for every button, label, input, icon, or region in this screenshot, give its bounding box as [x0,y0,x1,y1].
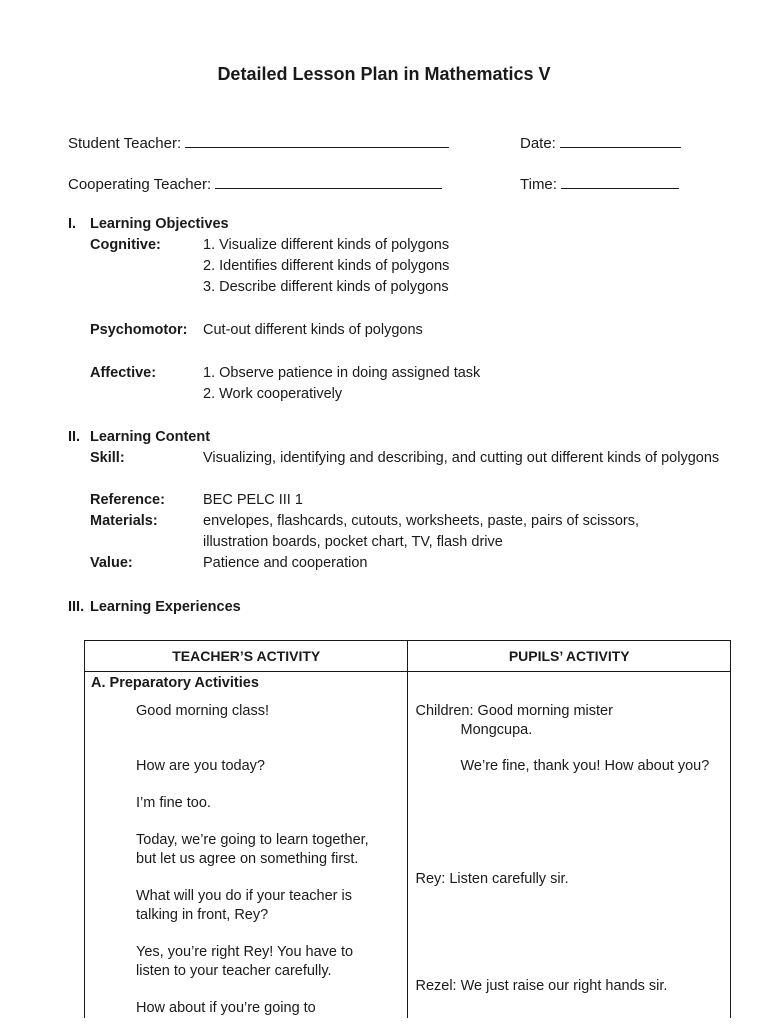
activity-table [84,640,731,1018]
cooperating-teacher-label: Cooperating Teacher: [68,176,212,193]
cognitive-item: 2. Identifies different kinds of polygons [203,258,450,274]
student-teacher-blank [185,133,449,148]
value-label: Value: [90,555,133,571]
student-teacher-label: Student Teacher: [68,135,182,152]
cognitive-label: Cognitive: [90,237,161,253]
date-blank [560,133,681,148]
section-title: Learning Experiences [90,599,241,615]
section-title: Learning Objectives [90,216,229,232]
section-number: II. [68,429,81,445]
section-learning-objectives [68,214,229,235]
materials-row [0,511,768,553]
reference-text: BEC PELC III 1 [203,492,303,508]
skill-text: Visualizing, identifying and describing, and cutting out different kinds of polygons [203,450,720,466]
affective-label: Affective: [90,365,157,381]
psychomotor-label: Psychomotor: [90,322,188,338]
pupil-line: Rezel: We just raise our right hands sir. [415,978,668,994]
section-number: III. [68,599,85,615]
affective-list [203,363,733,405]
teacher-cell [85,672,408,1019]
cooperating-teacher-blank [215,174,442,189]
cognitive-row [0,235,768,298]
section-learning-content [68,427,210,448]
cognitive-list [203,235,733,298]
teacher-line: Yes, you’re right Rey! You have to listen to your teacher carefully. [136,944,354,979]
cognitive-item: 3. Describe different kinds of polygons [203,279,449,295]
skill-row [0,448,768,490]
psychomotor-text: Cut-out different kinds of polygons [203,322,423,338]
pupils-activity-header: PUPILS’ ACTIVITY [408,641,731,672]
teacher-line: Good morning class! [136,703,269,719]
materials-label: Materials: [90,513,158,529]
value-row [0,553,768,574]
pupils-cell [408,672,731,1019]
teacher-line: What will you do if your teacher is talking in front, Rey? [136,888,352,923]
reference-label: Reference: [90,492,165,508]
pupil-line: Mongcupa. [460,722,533,738]
time-blank [561,174,679,189]
teacher-line: I’m fine too. [136,795,211,811]
table-header-row [85,641,731,672]
affective-item: 2. Work cooperatively [203,386,343,402]
date-field [520,133,681,152]
affective-row [0,363,768,405]
time-label: Time: [520,176,557,193]
cooperating-teacher-field [68,174,442,193]
page-title: Detailed Lesson Plan in Mathematics V [217,64,551,84]
teacher-activity-header: TEACHER’S ACTIVITY [85,641,408,672]
reference-row [0,490,768,511]
preparatory-activities-label: A. Preparatory Activities [91,675,259,691]
cognitive-item: 1. Visualize different kinds of polygons [203,237,450,253]
pupil-line: We’re fine, thank you! How about you? [460,758,710,774]
skill-label: Skill: [90,450,125,466]
affective-item: 1. Observe patience in doing assigned task [203,365,481,381]
section-learning-experiences [68,597,241,618]
table-row [85,672,731,1019]
student-teacher-field [68,133,449,152]
section-number: I. [68,216,77,232]
teacher-line: How are you today? [136,758,265,774]
value-text: Patience and cooperation [203,555,368,571]
pupil-line: Rey: Listen carefully sir. [415,871,569,887]
pupil-line: Children: Good morning mister [415,703,613,719]
time-field [520,174,679,193]
section-title: Learning Content [90,429,211,445]
materials-text: envelopes, flashcards, cutouts, worksheets, paste, pairs of scissors, illustration boards, pocket chart, TV, flash drive [203,513,640,550]
teacher-line: How about if you’re going to [136,1000,316,1016]
date-label: Date: [520,135,556,152]
psychomotor-row [0,320,768,341]
teacher-line: Today, we’re going to learn together, but let us agree on something first. [136,832,369,867]
